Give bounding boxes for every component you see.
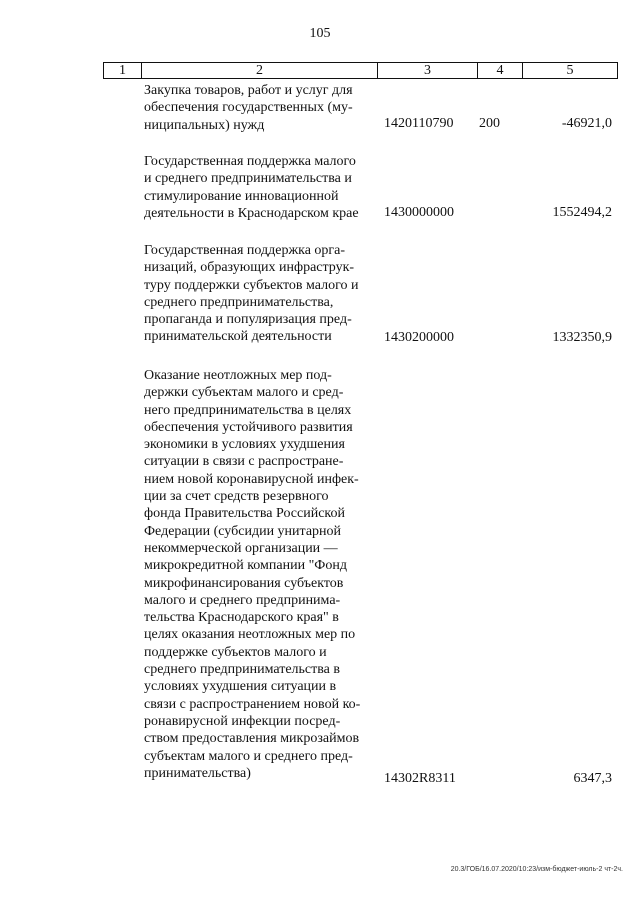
- row-description: Оказание неотложных мер под- держки субъектам малого и сред- него предпринимательства в целях обеспечения устойчивого развития экономики в условиях ухудшения ситуации в связи с распростране- нием новой коронавирусной инфек- ции за счет средств резервного фонда Правительства Российской Федерации (субсидии унитарной некоммерческой организации — микрокредитной компании "Фонд микрофинансирования субъектов малого и среднего предпринима- тельства Краснодарского края" в целях оказания неотложных мер по поддержке субъектов малого и среднего предпринимательства в условиях ухудшения ситуации в связи с распространением новой ко- ронавирусной инфекции посред- ством предоставления микрозаймов субъектам малого и среднего пред- принимательства): [144, 368, 361, 781]
- row-amount: 1332350,9: [552, 330, 612, 345]
- page-number: 105: [309, 26, 331, 41]
- row-description: Государственная поддержка малого и среднего предпринимательства и стимулирование инновационной деятельности в Краснодарском крае: [144, 154, 359, 221]
- row-code: 1420110790: [384, 116, 454, 131]
- row-expense-type: 200: [479, 116, 500, 131]
- document-footer: 20.3/ГОБ/16.07.2020/10:23/изм-бюджет-июль-2 чт-2ч.: [450, 866, 623, 873]
- header-col-4: 4: [477, 62, 522, 79]
- header-col-2: 2: [141, 62, 377, 79]
- row-amount: 6347,3: [573, 771, 612, 786]
- row-code: 1430200000: [384, 330, 454, 345]
- header-col-1: 1: [103, 62, 141, 79]
- row-description: Государственная поддержка орга- низаций, образующих инфраструк- туру поддержки субъектов малого и среднего предпринимательства, пропаганда и популяризация пред- принимательской деятельности: [144, 243, 359, 345]
- row-amount: 1552494,2: [552, 205, 612, 220]
- row-description: Закупка товаров, работ и услуг для обеспечения государственных (му- ниципальных) нужд: [144, 83, 353, 133]
- row-code: 1430000000: [384, 205, 454, 220]
- row-code: 14302R8311: [384, 771, 456, 786]
- header-col-3: 3: [377, 62, 477, 79]
- row-amount: -46921,0: [561, 116, 612, 131]
- header-col-5: 5: [522, 62, 618, 79]
- table-header: [103, 62, 618, 79]
